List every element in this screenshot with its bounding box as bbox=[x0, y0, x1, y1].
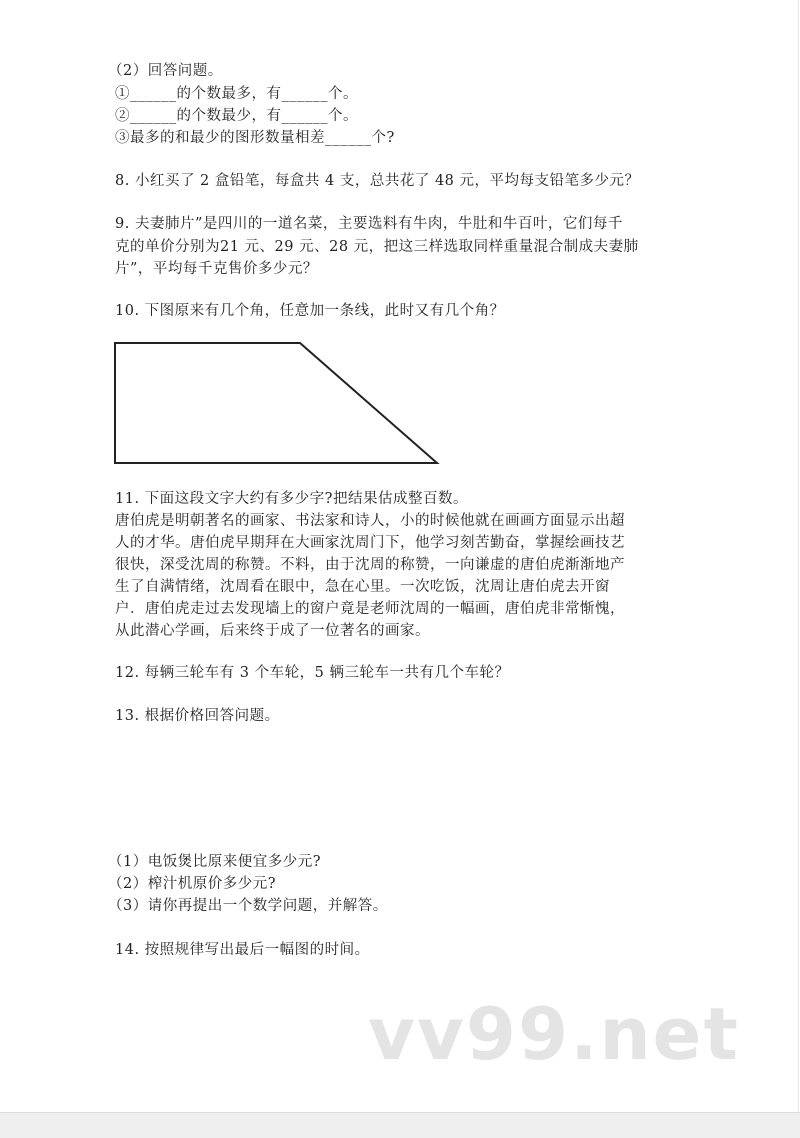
question-14: 14. 按照规律写出最后一幅图的时间。 bbox=[115, 942, 370, 958]
question-13-sub-3: （3）请你再提出一个数学问题，并解答。 bbox=[108, 898, 388, 914]
question-10: 10. 下图原来有几个角，任意加一条线，此时又有几个角？ bbox=[115, 303, 505, 319]
subquestion-2-heading: （2）回答问题。 bbox=[108, 63, 223, 79]
question-13-sub-1: （1）电饭煲比原来便宜多少元? bbox=[108, 854, 321, 870]
passage-line-4: 生了自满情绪，沈周看在眼中，急在心里。一次吃饭，沈周让唐伯虎去开窗 bbox=[115, 579, 610, 595]
blank-item-1: ①______的个数最多，有______个。 bbox=[115, 86, 358, 102]
question-9-line-3: 片”，平均每千克售价多少元？ bbox=[115, 261, 318, 277]
question-12: 12. 每辆三轮车有 3 个车轮，5 辆三轮车一共有几个车轮？ bbox=[115, 665, 510, 681]
passage-line-2: 人的才华。唐伯虎早期拜在大画家沈周门下，他学习刻苦勤奋，掌握绘画技艺 bbox=[115, 535, 625, 551]
question-13: 13. 根据价格回答问题。 bbox=[115, 708, 280, 724]
question-9-line-1: 9. 夫妻肺片”是四川的一道名菜，主要选料有牛肉，牛肚和牛百叶，它们每千 bbox=[115, 216, 623, 232]
trapezoid-figure bbox=[112, 338, 442, 468]
viewer-bottom-bar bbox=[0, 1112, 800, 1138]
trapezoid-outline bbox=[115, 343, 437, 463]
question-8: 8. 小红买了 2 盒铅笔，每盒共 4 支，总共花了 48 元，平均每支铅笔多少元？ bbox=[115, 173, 640, 189]
passage-line-1: 唐伯虎是明朝著名的画家、书法家和诗人，小的时候他就在画画方面显示出超 bbox=[115, 513, 625, 529]
passage-line-3: 很快，深受沈周的称赞。不料，由于沈周的称赞，一向谦虚的唐伯虎渐渐地产 bbox=[115, 557, 625, 573]
passage-line-5: 户．唐伯虎走过去发现墙上的窗户竟是老师沈周的一幅画，唐伯虎非常惭愧， bbox=[115, 601, 625, 617]
blank-item-2: ②______的个数最少，有______个。 bbox=[115, 108, 358, 124]
question-13-sub-2: （2）榨汁机原价多少元? bbox=[108, 876, 276, 892]
question-9-line-2: 克的单价分别为21 元、29 元、28 元，把这三样选取同样重量混合制成夫妻肺 bbox=[115, 239, 639, 255]
watermark: vv99.net bbox=[368, 992, 740, 1076]
passage-line-6: 从此潜心学画，后来终于成了一位著名的画家。 bbox=[115, 623, 430, 639]
blank-item-3: ③最多的和最少的图形数量相差______个? bbox=[115, 130, 395, 146]
question-11: 11. 下面这段文字大约有多少字?把结果估成整百数。 bbox=[115, 491, 468, 507]
